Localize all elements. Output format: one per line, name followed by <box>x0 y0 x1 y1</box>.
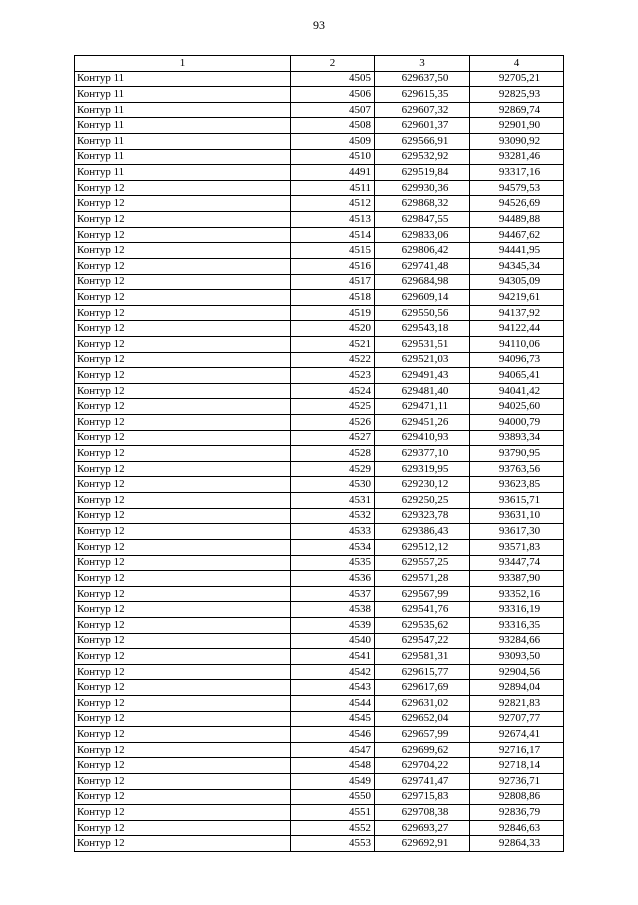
point-number-cell: 4549 <box>291 774 375 790</box>
y-coordinate-cell: 94025,60 <box>470 399 564 415</box>
x-coordinate-cell: 629386,43 <box>375 524 470 540</box>
point-number-cell: 4536 <box>291 571 375 587</box>
table-row <box>75 649 564 665</box>
contour-cell: Контур 12 <box>75 258 291 274</box>
contour-cell: Контур 12 <box>75 321 291 337</box>
contour-cell: Контур 12 <box>75 368 291 384</box>
point-number-cell: 4546 <box>291 727 375 743</box>
contour-cell: Контур 12 <box>75 415 291 431</box>
point-number-cell: 4531 <box>291 493 375 509</box>
point-number-cell: 4519 <box>291 305 375 321</box>
point-number-cell: 4510 <box>291 149 375 165</box>
y-coordinate-cell: 94137,92 <box>470 305 564 321</box>
y-coordinate-cell: 94065,41 <box>470 368 564 384</box>
contour-cell: Контур 12 <box>75 227 291 243</box>
point-number-cell: 4508 <box>291 118 375 134</box>
contour-cell: Контур 12 <box>75 742 291 758</box>
contour-cell: Контур 12 <box>75 680 291 696</box>
y-coordinate-cell: 93623,85 <box>470 477 564 493</box>
point-number-cell: 4505 <box>291 71 375 87</box>
y-coordinate-cell: 93316,35 <box>470 617 564 633</box>
y-coordinate-cell: 94000,79 <box>470 415 564 431</box>
x-coordinate-cell: 629684,98 <box>375 274 470 290</box>
point-number-cell: 4550 <box>291 789 375 805</box>
table-row <box>75 820 564 836</box>
y-coordinate-cell: 93617,30 <box>470 524 564 540</box>
y-coordinate-cell: 94110,06 <box>470 336 564 352</box>
contour-cell: Контур 12 <box>75 383 291 399</box>
x-coordinate-cell: 629535,62 <box>375 617 470 633</box>
table-row <box>75 477 564 493</box>
point-number-cell: 4526 <box>291 415 375 431</box>
y-coordinate-cell: 92846,63 <box>470 820 564 836</box>
y-coordinate-cell: 92869,74 <box>470 102 564 118</box>
contour-cell: Контур 12 <box>75 336 291 352</box>
table-row <box>75 87 564 103</box>
y-coordinate-cell: 94122,44 <box>470 321 564 337</box>
contour-cell: Контур 12 <box>75 446 291 462</box>
y-coordinate-cell: 93090,92 <box>470 134 564 150</box>
x-coordinate-cell: 629631,02 <box>375 695 470 711</box>
y-coordinate-cell: 92836,79 <box>470 805 564 821</box>
point-number-cell: 4545 <box>291 711 375 727</box>
y-coordinate-cell: 94467,62 <box>470 227 564 243</box>
contour-cell: Контур 12 <box>75 711 291 727</box>
table-row <box>75 680 564 696</box>
point-number-cell: 4512 <box>291 196 375 212</box>
contour-cell: Контур 12 <box>75 555 291 571</box>
table-row <box>75 586 564 602</box>
y-coordinate-cell: 94305,09 <box>470 274 564 290</box>
y-coordinate-cell: 92864,33 <box>470 836 564 852</box>
x-coordinate-cell: 629491,43 <box>375 368 470 384</box>
point-number-cell: 4539 <box>291 617 375 633</box>
header-col-3: 3 <box>375 56 470 72</box>
contour-cell: Контур 12 <box>75 180 291 196</box>
x-coordinate-cell: 629741,48 <box>375 258 470 274</box>
x-coordinate-cell: 629637,50 <box>375 71 470 87</box>
x-coordinate-cell: 629615,35 <box>375 87 470 103</box>
y-coordinate-cell: 92718,14 <box>470 758 564 774</box>
contour-cell: Контур 12 <box>75 212 291 228</box>
y-coordinate-cell: 92707,77 <box>470 711 564 727</box>
x-coordinate-cell: 629581,31 <box>375 649 470 665</box>
contour-cell: Контур 12 <box>75 649 291 665</box>
y-coordinate-cell: 92736,71 <box>470 774 564 790</box>
y-coordinate-cell: 94526,69 <box>470 196 564 212</box>
y-coordinate-cell: 93615,71 <box>470 493 564 509</box>
contour-cell: Контур 11 <box>75 87 291 103</box>
contour-cell: Контур 12 <box>75 805 291 821</box>
point-number-cell: 4491 <box>291 165 375 181</box>
x-coordinate-cell: 629609,14 <box>375 290 470 306</box>
point-number-cell: 4538 <box>291 602 375 618</box>
table-row <box>75 165 564 181</box>
contour-cell: Контур 12 <box>75 664 291 680</box>
point-number-cell: 4506 <box>291 87 375 103</box>
table-header-row <box>75 56 564 72</box>
x-coordinate-cell: 629557,25 <box>375 555 470 571</box>
point-number-cell: 4523 <box>291 368 375 384</box>
point-number-cell: 4533 <box>291 524 375 540</box>
point-number-cell: 4527 <box>291 430 375 446</box>
table-row <box>75 617 564 633</box>
table-row <box>75 118 564 134</box>
point-number-cell: 4553 <box>291 836 375 852</box>
table-row <box>75 383 564 399</box>
table-row <box>75 290 564 306</box>
y-coordinate-cell: 93387,90 <box>470 571 564 587</box>
x-coordinate-cell: 629230,12 <box>375 477 470 493</box>
x-coordinate-cell: 629566,91 <box>375 134 470 150</box>
contour-cell: Контур 12 <box>75 352 291 368</box>
table-row <box>75 149 564 165</box>
y-coordinate-cell: 92894,04 <box>470 680 564 696</box>
contour-cell: Контур 12 <box>75 243 291 259</box>
y-coordinate-cell: 94579,53 <box>470 180 564 196</box>
y-coordinate-cell: 92808,86 <box>470 789 564 805</box>
contour-cell: Контур 12 <box>75 695 291 711</box>
x-coordinate-cell: 629512,12 <box>375 539 470 555</box>
table-row <box>75 664 564 680</box>
y-coordinate-cell: 94345,34 <box>470 258 564 274</box>
contour-cell: Контур 11 <box>75 134 291 150</box>
contour-cell: Контур 12 <box>75 539 291 555</box>
point-number-cell: 4525 <box>291 399 375 415</box>
x-coordinate-cell: 629693,27 <box>375 820 470 836</box>
table-row <box>75 836 564 852</box>
y-coordinate-cell: 92674,41 <box>470 727 564 743</box>
contour-cell: Контур 11 <box>75 149 291 165</box>
contour-cell: Контур 12 <box>75 430 291 446</box>
y-coordinate-cell: 93316,19 <box>470 602 564 618</box>
table-row <box>75 430 564 446</box>
x-coordinate-cell: 629617,69 <box>375 680 470 696</box>
table-row <box>75 555 564 571</box>
y-coordinate-cell: 93284,66 <box>470 633 564 649</box>
x-coordinate-cell: 629319,95 <box>375 461 470 477</box>
table-row <box>75 539 564 555</box>
x-coordinate-cell: 629481,40 <box>375 383 470 399</box>
point-number-cell: 4518 <box>291 290 375 306</box>
y-coordinate-cell: 94096,73 <box>470 352 564 368</box>
contour-cell: Контур 12 <box>75 399 291 415</box>
point-number-cell: 4509 <box>291 134 375 150</box>
table-row <box>75 212 564 228</box>
x-coordinate-cell: 629741,47 <box>375 774 470 790</box>
contour-cell: Контур 12 <box>75 477 291 493</box>
table-row <box>75 243 564 259</box>
x-coordinate-cell: 629532,92 <box>375 149 470 165</box>
contour-cell: Контур 12 <box>75 836 291 852</box>
point-number-cell: 4515 <box>291 243 375 259</box>
table-row <box>75 789 564 805</box>
y-coordinate-cell: 93763,56 <box>470 461 564 477</box>
x-coordinate-cell: 629531,51 <box>375 336 470 352</box>
point-number-cell: 4528 <box>291 446 375 462</box>
table-row <box>75 633 564 649</box>
y-coordinate-cell: 93790,95 <box>470 446 564 462</box>
table-row <box>75 274 564 290</box>
y-coordinate-cell: 93631,10 <box>470 508 564 524</box>
contour-cell: Контур 12 <box>75 602 291 618</box>
point-number-cell: 4535 <box>291 555 375 571</box>
y-coordinate-cell: 93352,16 <box>470 586 564 602</box>
x-coordinate-cell: 629833,06 <box>375 227 470 243</box>
point-number-cell: 4516 <box>291 258 375 274</box>
contour-cell: Контур 11 <box>75 71 291 87</box>
table-row <box>75 446 564 462</box>
x-coordinate-cell: 629930,36 <box>375 180 470 196</box>
point-number-cell: 4520 <box>291 321 375 337</box>
y-coordinate-cell: 92904,56 <box>470 664 564 680</box>
x-coordinate-cell: 629521,03 <box>375 352 470 368</box>
y-coordinate-cell: 92901,90 <box>470 118 564 134</box>
x-coordinate-cell: 629868,32 <box>375 196 470 212</box>
table-row <box>75 571 564 587</box>
point-number-cell: 4534 <box>291 539 375 555</box>
y-coordinate-cell: 93317,16 <box>470 165 564 181</box>
x-coordinate-cell: 629519,84 <box>375 165 470 181</box>
point-number-cell: 4551 <box>291 805 375 821</box>
point-number-cell: 4548 <box>291 758 375 774</box>
table-row <box>75 493 564 509</box>
x-coordinate-cell: 629567,99 <box>375 586 470 602</box>
x-coordinate-cell: 629250,25 <box>375 493 470 509</box>
x-coordinate-cell: 629601,37 <box>375 118 470 134</box>
table-row <box>75 805 564 821</box>
table-row <box>75 102 564 118</box>
contour-cell: Контур 11 <box>75 102 291 118</box>
contour-cell: Контур 12 <box>75 524 291 540</box>
contour-cell: Контур 11 <box>75 165 291 181</box>
x-coordinate-cell: 629847,55 <box>375 212 470 228</box>
contour-cell: Контур 12 <box>75 774 291 790</box>
contour-cell: Контур 12 <box>75 758 291 774</box>
contour-cell: Контур 12 <box>75 493 291 509</box>
y-coordinate-cell: 94489,88 <box>470 212 564 228</box>
x-coordinate-cell: 629550,56 <box>375 305 470 321</box>
table-row <box>75 305 564 321</box>
contour-cell: Контур 12 <box>75 461 291 477</box>
contour-cell: Контур 12 <box>75 820 291 836</box>
y-coordinate-cell: 92705,21 <box>470 71 564 87</box>
contour-cell: Контур 12 <box>75 290 291 306</box>
point-number-cell: 4540 <box>291 633 375 649</box>
y-coordinate-cell: 93447,74 <box>470 555 564 571</box>
table-row <box>75 71 564 87</box>
x-coordinate-cell: 629607,32 <box>375 102 470 118</box>
x-coordinate-cell: 629692,91 <box>375 836 470 852</box>
x-coordinate-cell: 629547,22 <box>375 633 470 649</box>
point-number-cell: 4514 <box>291 227 375 243</box>
table-row <box>75 180 564 196</box>
table-row <box>75 508 564 524</box>
point-number-cell: 4532 <box>291 508 375 524</box>
contour-cell: Контур 12 <box>75 274 291 290</box>
table-row <box>75 774 564 790</box>
contour-cell: Контур 12 <box>75 789 291 805</box>
y-coordinate-cell: 92716,17 <box>470 742 564 758</box>
point-number-cell: 4530 <box>291 477 375 493</box>
point-number-cell: 4543 <box>291 680 375 696</box>
table-row <box>75 336 564 352</box>
point-number-cell: 4541 <box>291 649 375 665</box>
y-coordinate-cell: 93571,83 <box>470 539 564 555</box>
table-row <box>75 368 564 384</box>
table-row <box>75 742 564 758</box>
point-number-cell: 4542 <box>291 664 375 680</box>
table-body <box>75 71 564 851</box>
x-coordinate-cell: 629704,22 <box>375 758 470 774</box>
x-coordinate-cell: 629699,62 <box>375 742 470 758</box>
x-coordinate-cell: 629543,18 <box>375 321 470 337</box>
x-coordinate-cell: 629541,76 <box>375 602 470 618</box>
contour-cell: Контур 12 <box>75 571 291 587</box>
point-number-cell: 4529 <box>291 461 375 477</box>
y-coordinate-cell: 94219,61 <box>470 290 564 306</box>
table-row <box>75 196 564 212</box>
contour-cell: Контур 12 <box>75 617 291 633</box>
contour-cell: Контур 12 <box>75 196 291 212</box>
table-row <box>75 727 564 743</box>
contour-cell: Контур 12 <box>75 727 291 743</box>
header-col-4: 4 <box>470 56 564 72</box>
x-coordinate-cell: 629377,10 <box>375 446 470 462</box>
point-number-cell: 4521 <box>291 336 375 352</box>
page-number: 93 <box>313 18 325 32</box>
x-coordinate-cell: 629652,04 <box>375 711 470 727</box>
x-coordinate-cell: 629571,28 <box>375 571 470 587</box>
x-coordinate-cell: 629323,78 <box>375 508 470 524</box>
x-coordinate-cell: 629471,11 <box>375 399 470 415</box>
table-row <box>75 695 564 711</box>
x-coordinate-cell: 629715,83 <box>375 789 470 805</box>
table-row <box>75 758 564 774</box>
point-number-cell: 4511 <box>291 180 375 196</box>
point-number-cell: 4547 <box>291 742 375 758</box>
table-row <box>75 258 564 274</box>
contour-cell: Контур 12 <box>75 586 291 602</box>
table-row <box>75 321 564 337</box>
table-row <box>75 461 564 477</box>
table-row <box>75 134 564 150</box>
y-coordinate-cell: 94041,42 <box>470 383 564 399</box>
point-number-cell: 4544 <box>291 695 375 711</box>
y-coordinate-cell: 94441,95 <box>470 243 564 259</box>
header-col-1: 1 <box>75 56 291 72</box>
x-coordinate-cell: 629806,42 <box>375 243 470 259</box>
table-row <box>75 399 564 415</box>
point-number-cell: 4537 <box>291 586 375 602</box>
x-coordinate-cell: 629451,26 <box>375 415 470 431</box>
point-number-cell: 4522 <box>291 352 375 368</box>
x-coordinate-cell: 629708,38 <box>375 805 470 821</box>
contour-cell: Контур 11 <box>75 118 291 134</box>
coordinates-table <box>74 55 564 852</box>
point-number-cell: 4513 <box>291 212 375 228</box>
table-row <box>75 352 564 368</box>
y-coordinate-cell: 93093,50 <box>470 649 564 665</box>
table-row <box>75 415 564 431</box>
x-coordinate-cell: 629410,93 <box>375 430 470 446</box>
y-coordinate-cell: 93281,46 <box>470 149 564 165</box>
x-coordinate-cell: 629657,99 <box>375 727 470 743</box>
point-number-cell: 4517 <box>291 274 375 290</box>
point-number-cell: 4507 <box>291 102 375 118</box>
contour-cell: Контур 12 <box>75 305 291 321</box>
table-row <box>75 227 564 243</box>
table-row <box>75 524 564 540</box>
contour-cell: Контур 12 <box>75 633 291 649</box>
table-row <box>75 602 564 618</box>
y-coordinate-cell: 92821,83 <box>470 695 564 711</box>
y-coordinate-cell: 93893,34 <box>470 430 564 446</box>
table-row <box>75 711 564 727</box>
header-col-2: 2 <box>291 56 375 72</box>
y-coordinate-cell: 92825,93 <box>470 87 564 103</box>
contour-cell: Контур 12 <box>75 508 291 524</box>
point-number-cell: 4524 <box>291 383 375 399</box>
point-number-cell: 4552 <box>291 820 375 836</box>
x-coordinate-cell: 629615,77 <box>375 664 470 680</box>
